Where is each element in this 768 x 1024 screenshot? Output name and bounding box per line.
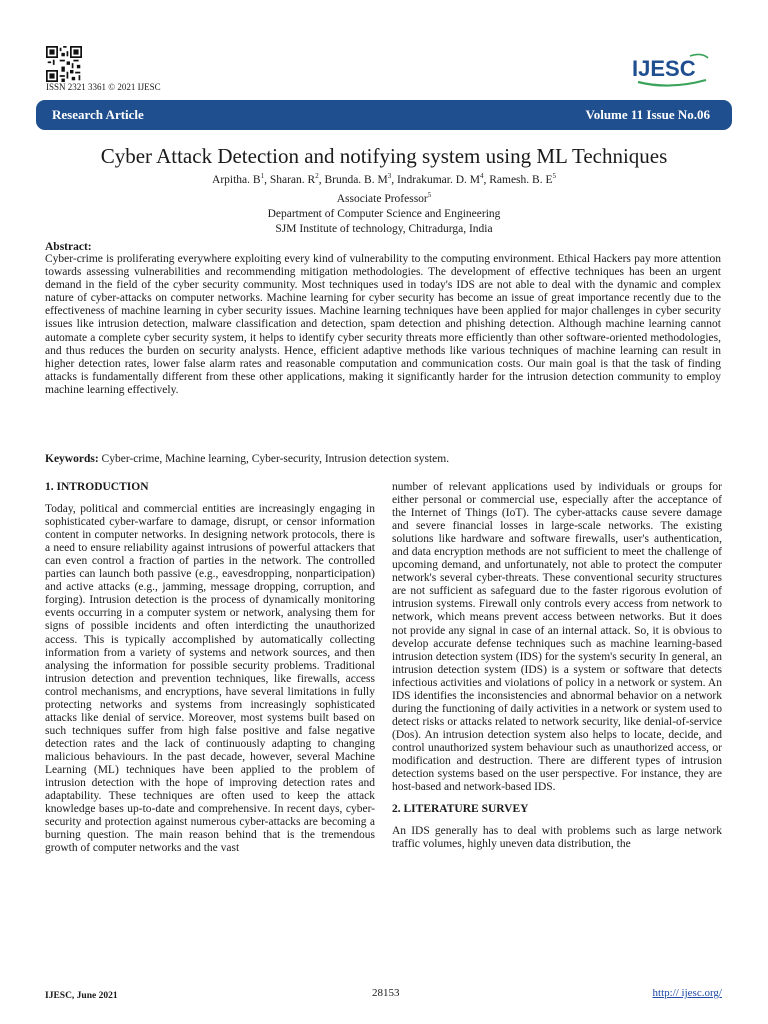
paper-title: Cyber Attack Detection and notifying system using ML Techniques — [100, 144, 668, 168]
introduction-continued: number of relevant applications used by individuals or groups for either personal or commercial use, especially after the acceptance of the Internet of Things (IoT). The cyber-attacks cause severe damage and severe financial losses in large-scale networks. The existing solutions like hardware and software firewalls, user's authentication, and data encryption methods are not sufficient to meet the challenge of upcoming demand, and unfortunately, not able to protect the computer network's several cyber-threats. These conventional security structures are not sufficient as safeguard due to the faster rigorous evolution of intrusion systems. Firewall only controls every access from network to network, which means prevent access between networks. But it does not provide any signal in case of an internal attack. So, it is obvious to develop accurate defense techniques such as machine learning-based intrusion detection system (IDS) for the system's security In general, an intrusion detection system (IDS) is a system or software that detects infectious activities and violations of policy in a network or system. An IDS identifies the inconsistencies and abnormal behavior on a network during the functioning of daily activities in a network or system used to detect risks or attacks related to network security, like denial-of-service (Dos). An intrusion detection system also helps to locate, decide, and control unauthorized system behaviour such as unauthorized access, or modification and destruction. There are different types of intrusion detection systems based on the user perspective. For instance, they are host-based and network-based IDS. — [392, 481, 722, 794]
article-banner — [36, 100, 732, 130]
author-list: Arpitha. $B^1$, Sharan. $R^2$, Brunda. B. $M^3$, Indrakumar. D. $M^4$, Ramesh. B. $E^5$ — [212, 172, 556, 186]
institute: SJM Institute of technology, Chitradurga, India — [275, 222, 493, 235]
introduction-text: Today, political and commercial entities are increasingly engaging in sophisticated cyber-warfare to damage, disrupt, or censor information content in computer networks. In designing network protocols, there is a need to ensure reliability against intrusions of powerful attackers that can even control a fraction of parties in the network. The controlled parties can launch both passive (e.g., eavesdropping, nonparticipation) and active attacks (e.g., jamming, message dropping, corruption, and forging). Intrusion detection is the process of dynamically monitoring events occurring in a computer system or network, analysing them for signs of possible incidents and often interdicting the unauthorized access. This is typically accomplished by automatically collecting information from a variety of systems and network sources, and then analysing the information for possible security problems. Traditional intrusion detection and prevention techniques, like firewalls, access control mechanisms, and encryptions, have several limitations in fully protecting networks and systems from increasingly sophisticated attacks like denial of service. Moreover, most systems built based on such techniques suffer from high false positive and false negative detection rates and the lack of continuously adapting to changing malicious behaviours. In the past decade, however, several Machine Learning (ML) techniques have been applied to the problem of intrusion detection with the hope of improving detection rates and adaptability. These techniques are often used to keep the attack knowledge bases up-to-date and comprehensive. In recent days, cyber-security and protection against numerous cyber-attacks are becoming a burning question. The main reason behind that is the tremendous growth of computer networks and the vast — [45, 503, 375, 855]
abstract-heading: Abstract: — [45, 241, 92, 253]
qr-code-icon — [46, 46, 82, 82]
department: Department of Computer Science and Engineering — [267, 207, 501, 220]
journal-website-link[interactable]: http:// ijesc.org/ — [652, 987, 722, 999]
left-column — [45, 481, 375, 855]
footer-journal-date: IJESC, June 2021 — [45, 991, 118, 1001]
article-type: Research Article — [52, 107, 144, 122]
abstract-text: Cyber-crime is proliferating everywhere exploiting every kind of vulnerability to the computing environment. Ethical Hackers pay more attention towards assessing vulnerabilities and recommending mitigation methodologies. The development of effective techniques has been an urgent demand in the field of the cyber security community. Most techniques used in today's IDS are not able to deal with the dynamic and complex nature of cyber-attacks on computer networks. Machine learning for cyber security has become an issue of great importance recently due to the effectiveness of machine learning in cyber security issues. Machine learning techniques have been applied for major challenges in cyber security issues like intrusion detection, malware classification and detection, spam detection and phishing detection. Although machine learning cannot automate a complete cyber security system, it helps to identify cyber security threats more efficiently than other software-oriented methodologies, and thus reduces the burden on security analysts. Hence, efficient adaptive methods like various techniques of machine learning can result in higher detection rates, lower false alarm rates and reasonable computation and communication costs. Our main goal is that the task of finding attacks is fundamentally different from these other applications, making it significantly harder for the intrusion detection community to employ machine learning effectively. — [45, 253, 721, 396]
volume-issue: Volume 11 Issue No.06 — [585, 107, 710, 122]
ijesc-logo — [630, 50, 710, 90]
literature-survey-heading: 2. LITERATURE SURVEY — [392, 803, 529, 816]
introduction-heading: 1. INTRODUCTION — [45, 481, 149, 493]
page-number: 28153 — [372, 987, 400, 999]
issn-copyright: ISSN 2321 3361 © 2021 IJESC — [46, 82, 161, 92]
keywords — [45, 453, 721, 465]
right-column — [392, 481, 722, 851]
svg-text:IJESC: IJESC — [632, 56, 696, 81]
keywords-text: Cyber-crime, Machine learning, Cyber-security, Intrusion detection system. — [101, 453, 450, 465]
author-block — [36, 169, 732, 237]
keywords-label: Keywords: — [45, 453, 99, 465]
literature-survey-text: An IDS generally has to deal with problems such as large network traffic volumes, highly uneven data distribution, the — [392, 825, 722, 851]
author-role: Associate Professor$^5$ — [336, 190, 432, 205]
